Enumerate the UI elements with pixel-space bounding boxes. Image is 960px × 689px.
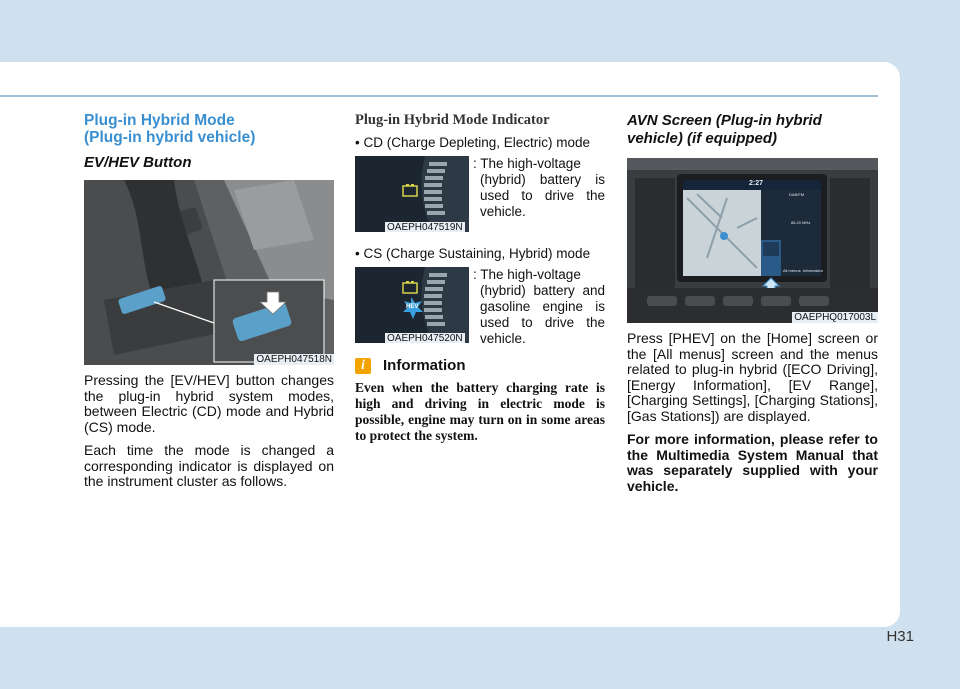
indicator-title: Plug-in Hybrid Mode Indicator xyxy=(355,112,550,128)
screen-menu-info: Information xyxy=(803,268,824,273)
cs-mode-bullet: • CS (Charge Sustaining, Hybrid) mode xyxy=(355,246,591,261)
cs-indicator-image xyxy=(355,267,469,343)
screen-frequency: 88.20 MHz xyxy=(791,220,811,225)
image-caption: OAEPH047518N xyxy=(256,354,332,365)
ev-hev-subheading: EV/HEV Button xyxy=(84,154,192,171)
cs-mode-description xyxy=(473,267,605,347)
hev-label: HEV xyxy=(406,304,419,310)
screen-menu-all: All menus xyxy=(783,268,801,273)
info-icon: i xyxy=(355,358,371,374)
avn-title-line1: AVN Screen (Plug-in hybrid xyxy=(627,112,822,129)
ev-hev-para2: Each time the mode is changed a corresponding indicator is displayed on the instrument cluster as follows. xyxy=(84,442,334,489)
ev-hev-button-photo xyxy=(84,180,334,365)
cd-mode-description xyxy=(473,156,605,220)
avn-image-caption: OAEPHQ017003L xyxy=(794,312,876,323)
ev-hev-para1: Pressing the [EV/HEV] button changes the plug-in hybrid system modes, between Electric (CD) mode and Hybrid (CS) mode. xyxy=(84,372,334,435)
header-rule xyxy=(0,95,878,97)
information-heading xyxy=(355,357,605,374)
avn-title-line2: vehicle) (if equipped) xyxy=(627,130,778,147)
section-title xyxy=(84,112,334,146)
screen-radio: DAB/FM xyxy=(789,192,805,197)
cd-mode-row xyxy=(355,156,605,236)
screen-time: 2:27 xyxy=(749,180,764,187)
cd-indicator-image xyxy=(355,156,469,232)
left-column xyxy=(84,112,334,498)
cd-desc-text: (hybrid) battery is used to drive the vehicle. xyxy=(480,172,605,219)
cd-colon-line: : The high-voltage xyxy=(473,156,581,171)
information-title: Information xyxy=(383,357,466,374)
cd-mode-bullet: • CD (Charge Depleting, Electric) mode xyxy=(355,135,591,150)
right-column xyxy=(627,112,878,502)
middle-column xyxy=(355,112,605,444)
avn-title xyxy=(627,112,878,148)
cd-image-caption: OAEPH047519N xyxy=(387,222,463,232)
avn-para1: Press [PHEV] on the [Home] screen or the [All menus] screen and the menus related to plug-in hybrid ([ECO Driving], [Energy Information], [EV Range], [Charging Settings], [Charging Stations], [Gas Stations]) are displayed. xyxy=(627,330,878,424)
avn-screen-photo xyxy=(627,158,878,323)
cs-image-caption: OAEPH047520N xyxy=(387,333,463,343)
avn-para2: For more information, please refer to the Multimedia System Manual that was separately supplied with your vehicle. xyxy=(627,431,878,494)
information-body: Even when the battery charging rate is high and driving in electric mode is possible, engine may turn on in some areas to protect the system. xyxy=(355,380,605,443)
cs-mode-row xyxy=(355,267,605,347)
cs-desc-text: (hybrid) battery and gasoline engine is used to drive the vehicle. xyxy=(480,283,605,346)
cs-colon-line: : The high-voltage xyxy=(473,267,581,282)
page-number: H31 xyxy=(886,628,914,645)
section-title-line2: (Plug-in hybrid vehicle) xyxy=(84,129,256,146)
section-title-line1: Plug-in Hybrid Mode xyxy=(84,112,235,129)
cd-gauge-graphic xyxy=(355,156,469,232)
shifter-illustration xyxy=(84,180,334,365)
